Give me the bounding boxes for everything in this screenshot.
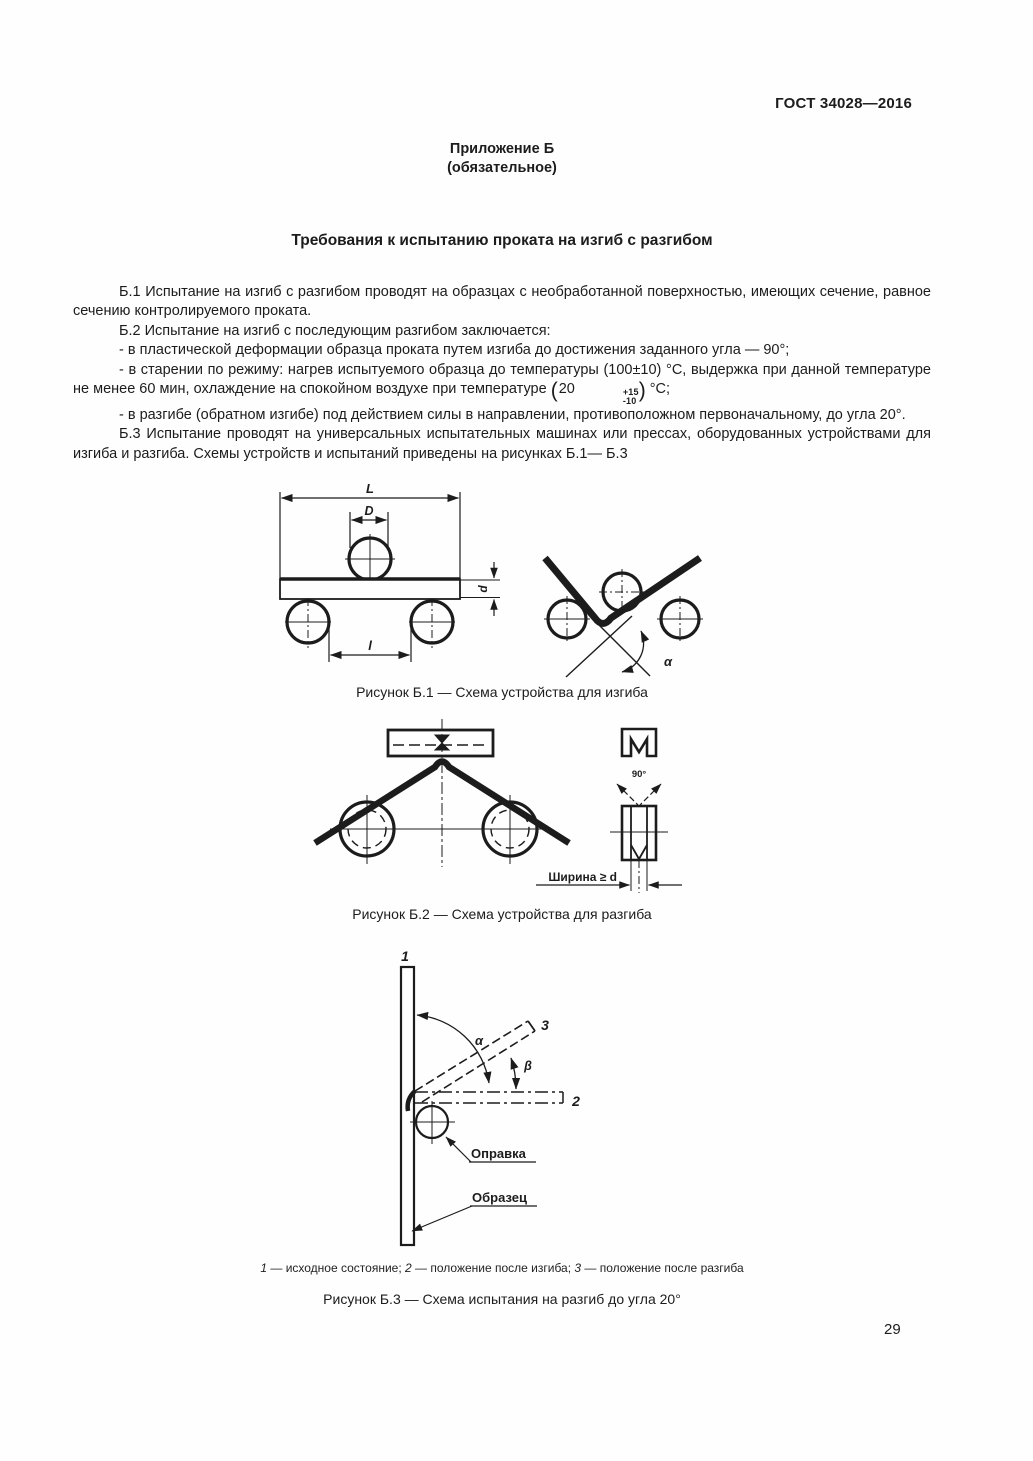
b1-bend-device-bent-view bbox=[544, 558, 703, 677]
angle-label-alpha: α bbox=[663, 654, 673, 669]
mandrel-label: Оправка bbox=[471, 1146, 526, 1161]
legend-text-2: — положение после изгиба; bbox=[411, 1261, 575, 1275]
section-heading: Требования к испытанию проката на изгиб с разгибом bbox=[291, 232, 713, 249]
tolerance-base-value: 20 bbox=[558, 381, 575, 398]
position-label-2: 2 bbox=[572, 1093, 580, 1109]
page-number: 29 bbox=[884, 1321, 901, 1338]
angle-label-alpha: α bbox=[474, 1033, 484, 1048]
paragraph-b2-item1: - в пластической деформации образца проката путем изгиба до достижения заданного угла — 90°; bbox=[119, 342, 790, 359]
center-mark-icon bbox=[435, 735, 449, 750]
aging-text-units: °С; bbox=[645, 381, 671, 398]
dimension-label-d: d bbox=[476, 585, 490, 593]
legend-num-1: 1 bbox=[260, 1261, 268, 1275]
body-text bbox=[73, 283, 931, 464]
paragraph-b2-item2 bbox=[73, 361, 931, 406]
position-label-3: 3 bbox=[541, 1017, 549, 1033]
appendix-title: Приложение Б bbox=[449, 141, 555, 157]
appendix-subtitle: (обязательное) bbox=[447, 160, 557, 176]
aging-text: - в старении по режиму: нагрев испытуемого образца до температуры (100±10) °С, выдержка при данной температуре не менее 60 мин, охлаждение на спокойном воздухе при температуре bbox=[73, 361, 931, 398]
figure-b2-caption: Рисунок Б.2 — Схема устройства для разгиба bbox=[352, 906, 652, 922]
figure-b3-caption: Рисунок Б.3 — Схема испытания на разгиб до угла 20° bbox=[323, 1291, 681, 1307]
temperature-tolerance bbox=[550, 379, 646, 407]
angle-label-beta: β bbox=[524, 1059, 532, 1073]
groove-width-label: Ширина ≥ d bbox=[548, 870, 617, 884]
figure-b1-caption: Рисунок Б.1 — Схема устройства для изгиба bbox=[356, 684, 648, 700]
figure-b1-schematic bbox=[260, 478, 800, 678]
specimen-label: Образец bbox=[472, 1190, 527, 1205]
legend-text-1: — исходное состояние; bbox=[267, 1261, 406, 1275]
figure-b3-legend bbox=[73, 1261, 931, 1275]
legend-num-3: 3 bbox=[574, 1261, 582, 1275]
doc-number: ГОСТ 34028—2016 bbox=[775, 95, 912, 112]
dimension-label-l: l bbox=[368, 638, 372, 653]
tolerance-lower: -10 bbox=[622, 396, 637, 407]
position-label-1: 1 bbox=[401, 948, 409, 964]
paragraph-b2: Б.2 Испытание на изгиб с последующим разгибом заключается: bbox=[119, 322, 551, 339]
paragraph-b3: Б.3 Испытание проводят на универсальных испытательных машинах или прессах, оборудованных устройствами для изгиба и разгиба. Схемы устройств и испытаний приведены на рисунках Б.1— Б.3 bbox=[73, 426, 931, 462]
dimension-label-L: L bbox=[366, 481, 374, 496]
figure-b2-schematic bbox=[290, 715, 690, 900]
b1-bend-device-front-view bbox=[280, 481, 500, 662]
tolerance-open-paren: ( bbox=[550, 379, 558, 403]
b2-groove-detail bbox=[536, 729, 682, 893]
legend-num-2: 2 bbox=[405, 1261, 412, 1275]
tolerance-close-paren: ) bbox=[638, 379, 646, 403]
tolerance-upper: +15 bbox=[622, 387, 639, 398]
b3-unbend-test-scheme bbox=[401, 948, 580, 1245]
angle-label-90: 90° bbox=[631, 769, 647, 780]
paragraph-b1: Б.1 Испытание на изгиб с разгибом проводят на образцах с необработанной поверхностью, имеющих сечение, равное сечению контролируемого проката. bbox=[73, 284, 931, 320]
legend-text-3: — положение после разгиба bbox=[581, 1261, 744, 1275]
tolerance-stack bbox=[577, 388, 639, 406]
dimension-label-D: D bbox=[364, 504, 374, 518]
b2-unbend-device-view bbox=[315, 719, 569, 867]
figure-b3-schematic bbox=[375, 943, 625, 1253]
paragraph-b2-item3: - в разгибе (обратном изгибе) под действием силы в направлении, противоположном первоначальному, до угла 20°. bbox=[119, 407, 906, 424]
